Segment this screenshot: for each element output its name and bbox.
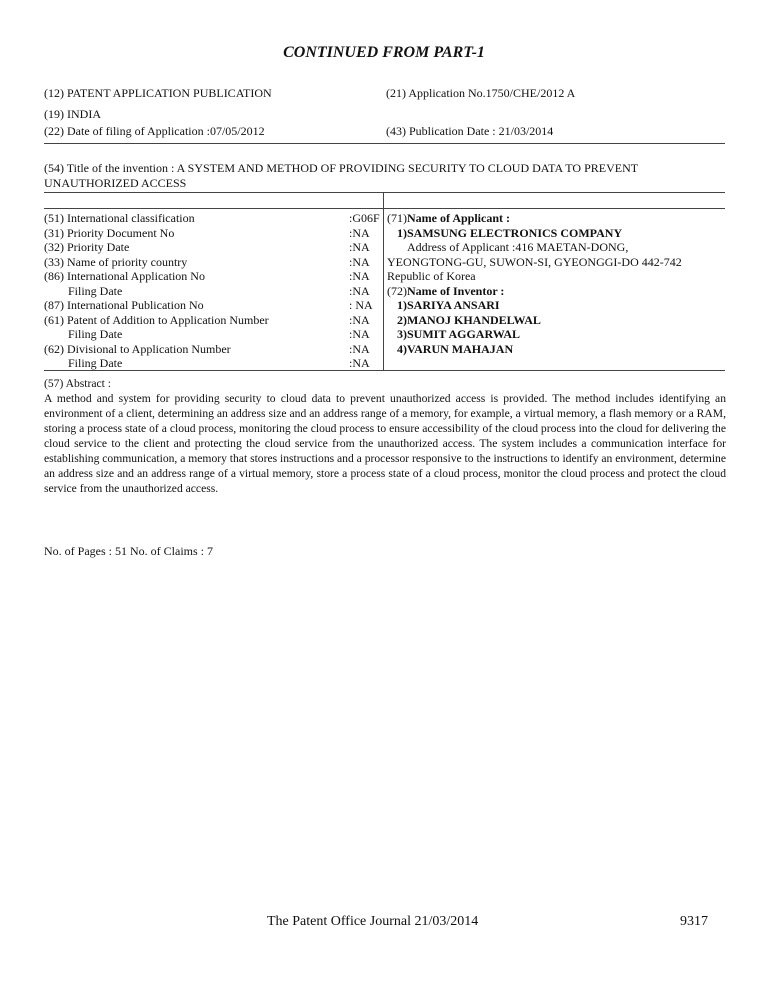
field-value: :NA: [349, 312, 370, 327]
field-value: :NA: [349, 269, 370, 283]
inventor-name: 2)MANOJ KHANDELWAL: [397, 312, 541, 327]
publication-type: (12) PATENT APPLICATION PUBLICATION: [44, 86, 272, 100]
field-label: (32) Priority Date: [44, 240, 130, 254]
inventor-prefix: (72): [387, 283, 407, 298]
journal-footer: The Patent Office Journal 21/03/2014: [267, 914, 479, 929]
field-value: :NA: [349, 254, 370, 269]
field-label: (51) International classification: [44, 211, 195, 225]
applicant-address: Address of Applicant :416 MAETAN-DONG,: [407, 240, 629, 254]
inventor-name: 1)SARIYA ANSARI: [397, 298, 500, 312]
field-value: :NA: [349, 341, 370, 356]
inventor-heading-text: Name of Inventor :: [407, 283, 505, 298]
applicant-name: 1)SAMSUNG ELECTRONICS COMPANY: [397, 225, 623, 240]
invention-title: (54) Title of the invention : A SYSTEM AND METHOD OF PROVIDING SECURITY TO CLOUD DATA TO PREVENT UNAUTHORIZED ACCESS: [44, 161, 638, 190]
divider: [44, 370, 725, 371]
field-label: Filing Date: [68, 327, 123, 341]
inventor-name: 4)VARUN MAHAJAN: [397, 341, 514, 356]
country: (19) INDIA: [44, 107, 101, 121]
inventor-name: 3)SUMIT AGGARWAL: [397, 327, 521, 341]
field-label: (87) International Publication No: [44, 298, 204, 312]
divider: [44, 208, 725, 209]
pages-and-claims: No. of Pages : 51 No. of Claims : 7: [44, 544, 213, 558]
divider: [44, 192, 725, 193]
field-value: :G06F: [349, 211, 380, 225]
applicant-address: YEONGTONG-GU, SUWON-SI, GYEONGGI-DO 442-742: [387, 254, 682, 269]
column-divider: [383, 208, 384, 370]
field-value: :NA: [349, 356, 370, 370]
field-label: (62) Divisional to Application Number: [44, 341, 231, 356]
abstract-section: [44, 376, 726, 496]
abstract-text: A method and system for providing security to cloud data to prevent unauthorized access is provided. The method includes identifying an environment of a client, determining an address size and an address range of a memory, for example, a virtual memory, a flash memory or a RAM, storing a process state of a cloud process, monitoring the cloud process to ensure accessibility of the cloud process into the cloud for delivering the cloud service to the client and protecting the cloud service from the unauthorized access. The system includes a communication interface for establishing communication, a memory that stores instructions and a processor responsive to the instructions to identify an environment, determine an address size and an address range of a virtual memory, store a process state of a cloud process, monitor the cloud process and protect the cloud service from the unauthorized access.: [44, 392, 726, 495]
field-value: :NA: [349, 240, 370, 254]
applicant-country: Republic of Korea: [387, 269, 476, 283]
field-value: :NA: [349, 327, 370, 341]
inventor-heading: [387, 284, 504, 298]
field-value: : NA: [349, 298, 373, 312]
page-number: 9317: [680, 914, 708, 929]
field-label: (61) Patent of Addition to Application Number: [44, 312, 269, 327]
field-label: (33) Name of priority country: [44, 254, 188, 269]
divider: [44, 143, 725, 144]
field-label: (31) Priority Document No: [44, 225, 175, 240]
field-value: :NA: [349, 283, 370, 298]
page-heading: CONTINUED FROM PART-1: [283, 44, 485, 61]
field-label: (86) International Application No: [44, 269, 205, 283]
field-value: :NA: [349, 225, 370, 240]
field-label: Filing Date: [68, 283, 123, 298]
applicant-heading: [387, 211, 510, 225]
publication-date: (43) Publication Date : 21/03/2014: [386, 124, 554, 138]
filing-date: (22) Date of filing of Application :07/05/2012: [44, 124, 265, 138]
application-number: (21) Application No.1750/CHE/2012 A: [386, 86, 576, 100]
applicant-heading-text: Name of Applicant :: [407, 211, 510, 225]
applicant-prefix: (71): [387, 211, 407, 225]
column-divider: [383, 192, 384, 209]
field-label: Filing Date: [68, 356, 123, 370]
abstract-label: (57) Abstract :: [44, 377, 111, 390]
